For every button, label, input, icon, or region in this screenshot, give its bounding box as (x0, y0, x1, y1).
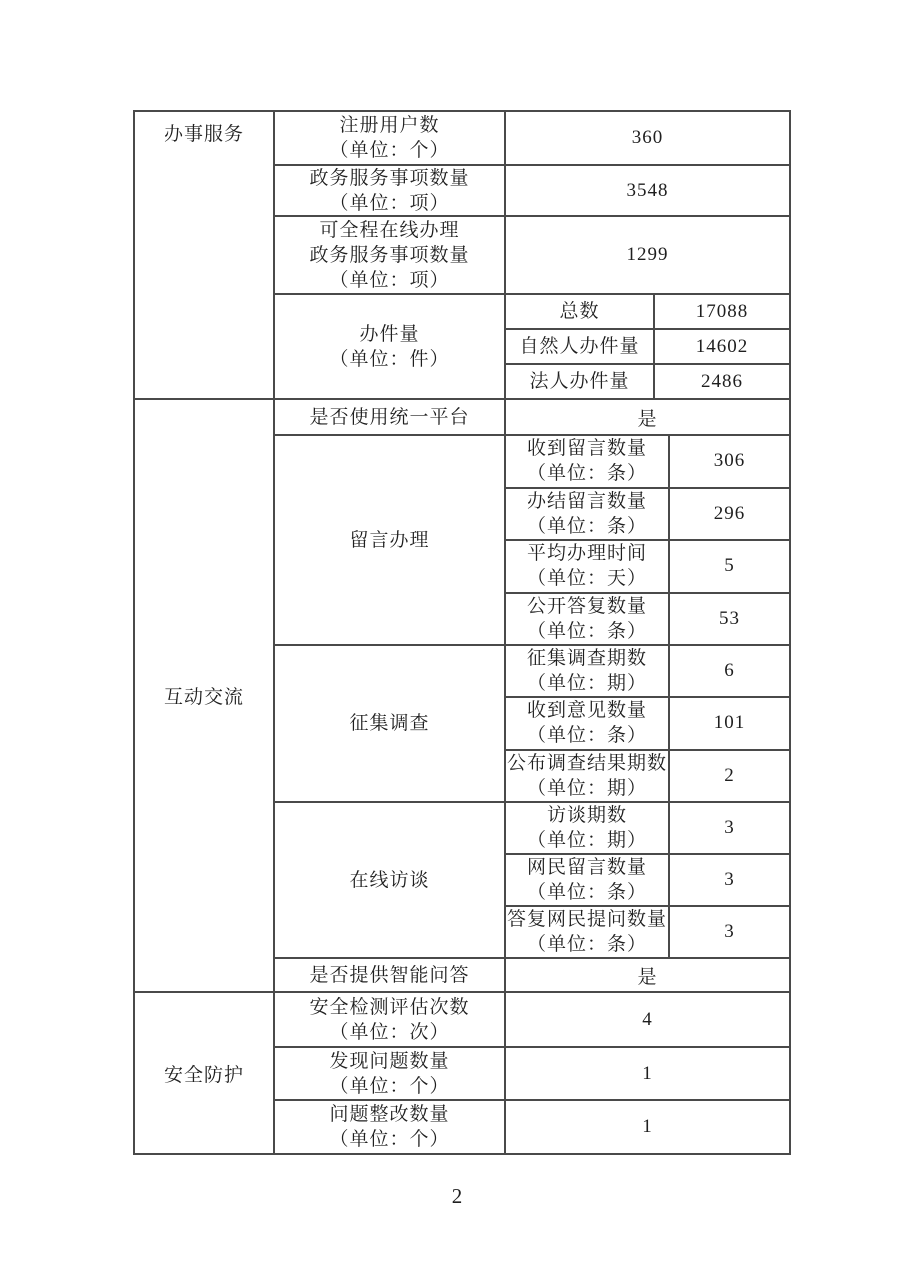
sub-label (506, 295, 655, 328)
item-label-line: 征集调查 (349, 713, 430, 734)
item-value: 360 (631, 127, 664, 148)
item-label-line: 办件量 (359, 323, 420, 345)
sub-row (506, 749, 789, 801)
sub-label-line: 自然人办件量 (519, 336, 640, 357)
sub-value: 101 (713, 712, 746, 734)
sub-rows (506, 803, 789, 957)
sub-rows (506, 295, 789, 398)
sub-label (506, 907, 670, 957)
item-value: 1 (642, 1116, 653, 1137)
item-label (275, 436, 506, 644)
sub-label-line: 答复网民提问数量 (506, 909, 667, 930)
item-label-line: 可全程在线办理 (319, 219, 460, 241)
report-table (133, 110, 791, 1155)
item-label (275, 993, 506, 1046)
item-unit-line: （单位：件） (329, 348, 450, 370)
table-row (275, 293, 789, 398)
sub-label-line: 收到留言数量 (526, 438, 647, 460)
item-label-line: 在线访谈 (349, 869, 430, 891)
item-label (275, 112, 506, 164)
sub-unit-line: （单位：条） (526, 620, 647, 642)
sub-value: 17088 (695, 300, 749, 322)
table-row (275, 957, 789, 991)
item-label (275, 1101, 506, 1153)
item-label-line: 留言办理 (349, 529, 430, 551)
table-row (275, 1046, 789, 1099)
item-label (275, 1048, 506, 1099)
section-service (135, 112, 789, 398)
sub-label (506, 436, 670, 487)
sub-label-line: 征集调查期数 (526, 648, 647, 670)
sub-row (506, 328, 789, 363)
sub-row (506, 646, 789, 696)
table-row (275, 215, 789, 293)
item-label (275, 803, 506, 957)
sub-value: 53 (719, 607, 740, 629)
sub-value: 3 (724, 817, 735, 838)
item-label-line: 政务服务事项数量 (309, 244, 470, 266)
sub-label-line: 网民留言数量 (526, 857, 647, 878)
item-label-line: 安全检测评估次数 (309, 996, 470, 1018)
item-unit-line: （单位：次） (329, 1021, 450, 1043)
item-value: 3548 (626, 179, 669, 201)
category-cell: 办事服务 (135, 112, 275, 398)
sub-label (506, 365, 655, 398)
sub-unit-line: （单位：期） (526, 777, 647, 799)
sub-value: 2 (724, 764, 735, 786)
sub-value: 6 (724, 660, 735, 682)
sub-unit-line: （单位：天） (526, 568, 647, 590)
sub-label (506, 330, 655, 363)
sub-label-line: 法人办件量 (529, 371, 630, 392)
sub-value: 3 (724, 921, 735, 942)
sub-unit-line: （单位：期） (526, 673, 647, 695)
section-rows (275, 400, 789, 991)
sub-label-line: 平均办理时间 (526, 543, 647, 565)
sub-row (506, 592, 789, 645)
sub-row (506, 905, 789, 957)
item-unit-line: （单位：个） (329, 140, 450, 161)
item-label (275, 166, 506, 215)
sub-unit-line: （单位：期） (526, 830, 647, 851)
item-unit-line: （单位：项） (329, 269, 450, 291)
table-row (275, 801, 789, 957)
sub-label (506, 803, 670, 853)
item-label-line: 注册用户数 (339, 115, 440, 136)
sub-value: 14602 (695, 335, 749, 357)
page-number: 2 (451, 1184, 463, 1208)
item-value: 1 (642, 1062, 653, 1084)
item-label (275, 646, 506, 801)
sub-rows (506, 436, 789, 644)
item-value: 是 (637, 966, 658, 988)
item-value: 4 (642, 1008, 653, 1030)
sub-label-line: 访谈期数 (546, 805, 627, 826)
item-label (275, 295, 506, 398)
item-label-line: 问题整改数量 (329, 1104, 450, 1125)
item-unit-line: （单位：项） (329, 192, 450, 214)
table-row (275, 1099, 789, 1153)
category-cell: 安全防护 (135, 993, 275, 1153)
item-label-line: 是否使用统一平台 (309, 406, 470, 428)
sub-row (506, 803, 789, 853)
table-row (275, 112, 789, 164)
table-row (275, 400, 789, 434)
sub-unit-line: （单位：条） (526, 934, 647, 955)
table-row (275, 434, 789, 644)
sub-unit-line: （单位：条） (526, 515, 647, 537)
sub-value: 3 (724, 869, 735, 890)
sub-row (506, 436, 789, 487)
item-value: 1299 (626, 244, 669, 265)
sub-value: 306 (713, 450, 746, 472)
table-row (275, 644, 789, 801)
sub-value: 5 (724, 555, 735, 577)
item-unit-line: （单位：个） (329, 1075, 450, 1097)
item-label (275, 959, 506, 991)
sub-row (506, 853, 789, 905)
sub-unit-line: （单位：条） (526, 463, 647, 485)
item-label-line: 发现问题数量 (329, 1050, 450, 1072)
sub-label (506, 698, 670, 748)
sub-label-line: 公开答复数量 (526, 595, 647, 617)
item-value: 是 (637, 408, 658, 430)
sub-rows (506, 646, 789, 801)
category-cell: 互动交流 (135, 400, 275, 991)
sub-row (506, 696, 789, 748)
sub-row (506, 539, 789, 592)
item-label (275, 217, 506, 293)
sub-value: 296 (713, 502, 746, 524)
sub-label-line: 收到意见数量 (526, 700, 647, 722)
sub-label-line: 总数 (559, 301, 600, 322)
sub-label (506, 594, 670, 645)
item-label (275, 400, 506, 434)
sub-label (506, 855, 670, 905)
sub-value: 2486 (701, 370, 743, 392)
sub-unit-line: （单位：条） (526, 882, 647, 903)
sub-label-line: 办结留言数量 (526, 490, 647, 512)
sub-row (506, 487, 789, 540)
item-unit-line: （单位：个） (329, 1129, 450, 1150)
table-row (275, 164, 789, 215)
sub-label (506, 646, 670, 696)
section-security (135, 991, 789, 1153)
sub-label (506, 751, 670, 801)
section-rows (275, 993, 789, 1153)
table-row (275, 993, 789, 1046)
sub-unit-line: （单位：条） (526, 725, 647, 747)
sub-label-line: 公布调查结果期数 (506, 752, 667, 774)
item-label-line: 政务服务事项数量 (309, 167, 470, 189)
sub-row (506, 295, 789, 328)
item-label-line: 是否提供智能问答 (309, 964, 470, 986)
section-rows (275, 112, 789, 398)
sub-label (506, 489, 670, 540)
sub-label (506, 541, 670, 592)
section-interaction (135, 398, 789, 991)
sub-row (506, 363, 789, 398)
